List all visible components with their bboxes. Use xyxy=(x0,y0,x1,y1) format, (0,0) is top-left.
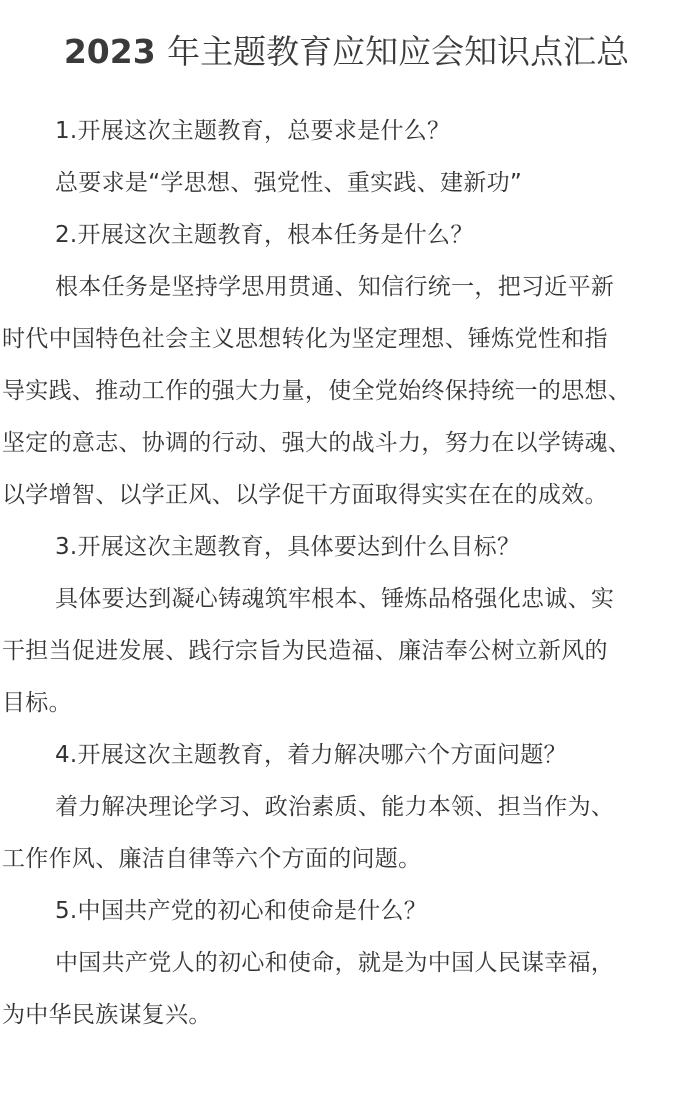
answer-1: 总要求是“学思想、强党性、重实践、建新功” xyxy=(55,170,523,196)
answer-2-line-5: 以学增智、以学正风、以学促干方面取得实实在在的成效。 xyxy=(2,482,608,508)
question-4: 4.开展这次主题教育，着力解决哪六个方面问题？ xyxy=(55,742,567,768)
title-text: 年主题教育应知应会知识点汇总 xyxy=(167,32,630,71)
title-year: 2023 xyxy=(63,32,156,71)
answer-2-line-3: 导实践、推动工作的强大力量，使全党始终保持统一的思想、 xyxy=(2,378,632,404)
answer-3-line-2: 干担当促进发展、践行宗旨为民造福、廉洁奉公树立新风的 xyxy=(2,638,608,664)
answer-2-line-1: 根本任务是坚持学思用贯通、知信行统一，把习近平新 xyxy=(55,274,615,300)
question-2: 2.开展这次主题教育，根本任务是什么？ xyxy=(55,222,474,248)
question-5: 5.中国共产党的初心和使命是什么？ xyxy=(55,898,428,924)
answer-2-line-4: 坚定的意志、协调的行动、强大的战斗力，努力在以学铸魂、 xyxy=(2,430,632,456)
answer-5-line-1: 中国共产党人的初心和使命，就是为中国人民谋幸福， xyxy=(55,950,615,976)
answer-4-line-1: 着力解决理论学习、政治素质、能力本领、担当作为、 xyxy=(55,794,615,820)
answer-3-line-3: 目标。 xyxy=(2,690,72,716)
answer-5-line-2: 为中华民族谋复兴。 xyxy=(2,1002,212,1028)
page-title xyxy=(0,30,693,74)
answer-2-line-2: 时代中国特色社会主义思想转化为坚定理想、锤炼党性和指 xyxy=(2,326,608,352)
answer-4-line-2: 工作作风、廉洁自律等六个方面的问题。 xyxy=(2,846,422,872)
question-1: 1.开展这次主题教育，总要求是什么？ xyxy=(55,118,451,144)
question-3: 3.开展这次主题教育，具体要达到什么目标？ xyxy=(55,534,521,560)
answer-3-line-1: 具体要达到凝心铸魂筑牢根本、锤炼品格强化忠诚、实 xyxy=(55,586,615,612)
